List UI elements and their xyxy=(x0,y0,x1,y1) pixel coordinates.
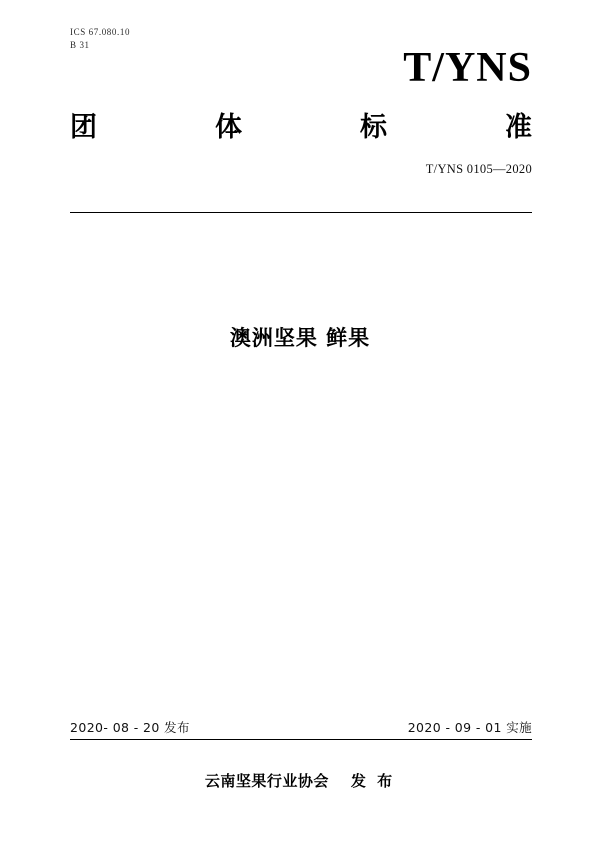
issuer-suffix: 发 布 xyxy=(350,772,396,790)
classification-code: B 31 xyxy=(70,40,90,51)
document-title: 澳洲坚果 鲜果 xyxy=(229,326,371,350)
issuer-name: 云南坚果行业协会 xyxy=(204,772,329,790)
issuing-organization xyxy=(0,770,600,791)
standard-category-heading xyxy=(70,105,532,144)
footer-divider xyxy=(70,739,532,740)
category-char-4: 准 xyxy=(505,112,532,143)
implement-date: 2020 - 09 - 01 实施 xyxy=(407,720,532,735)
document-meta xyxy=(70,26,130,52)
standard-mark: T/YNS xyxy=(403,45,532,91)
issue-date: 2020- 08 - 20 发布 xyxy=(70,720,190,735)
category-char-2: 体 xyxy=(215,112,242,143)
ics-code: ICS 67.080.10 xyxy=(70,27,131,37)
category-char-3: 标 xyxy=(360,112,387,143)
date-row xyxy=(70,718,532,736)
standard-number: T/YNS 0105—2020 xyxy=(425,162,532,176)
header-divider xyxy=(70,212,532,213)
category-char-1: 团 xyxy=(70,112,97,143)
